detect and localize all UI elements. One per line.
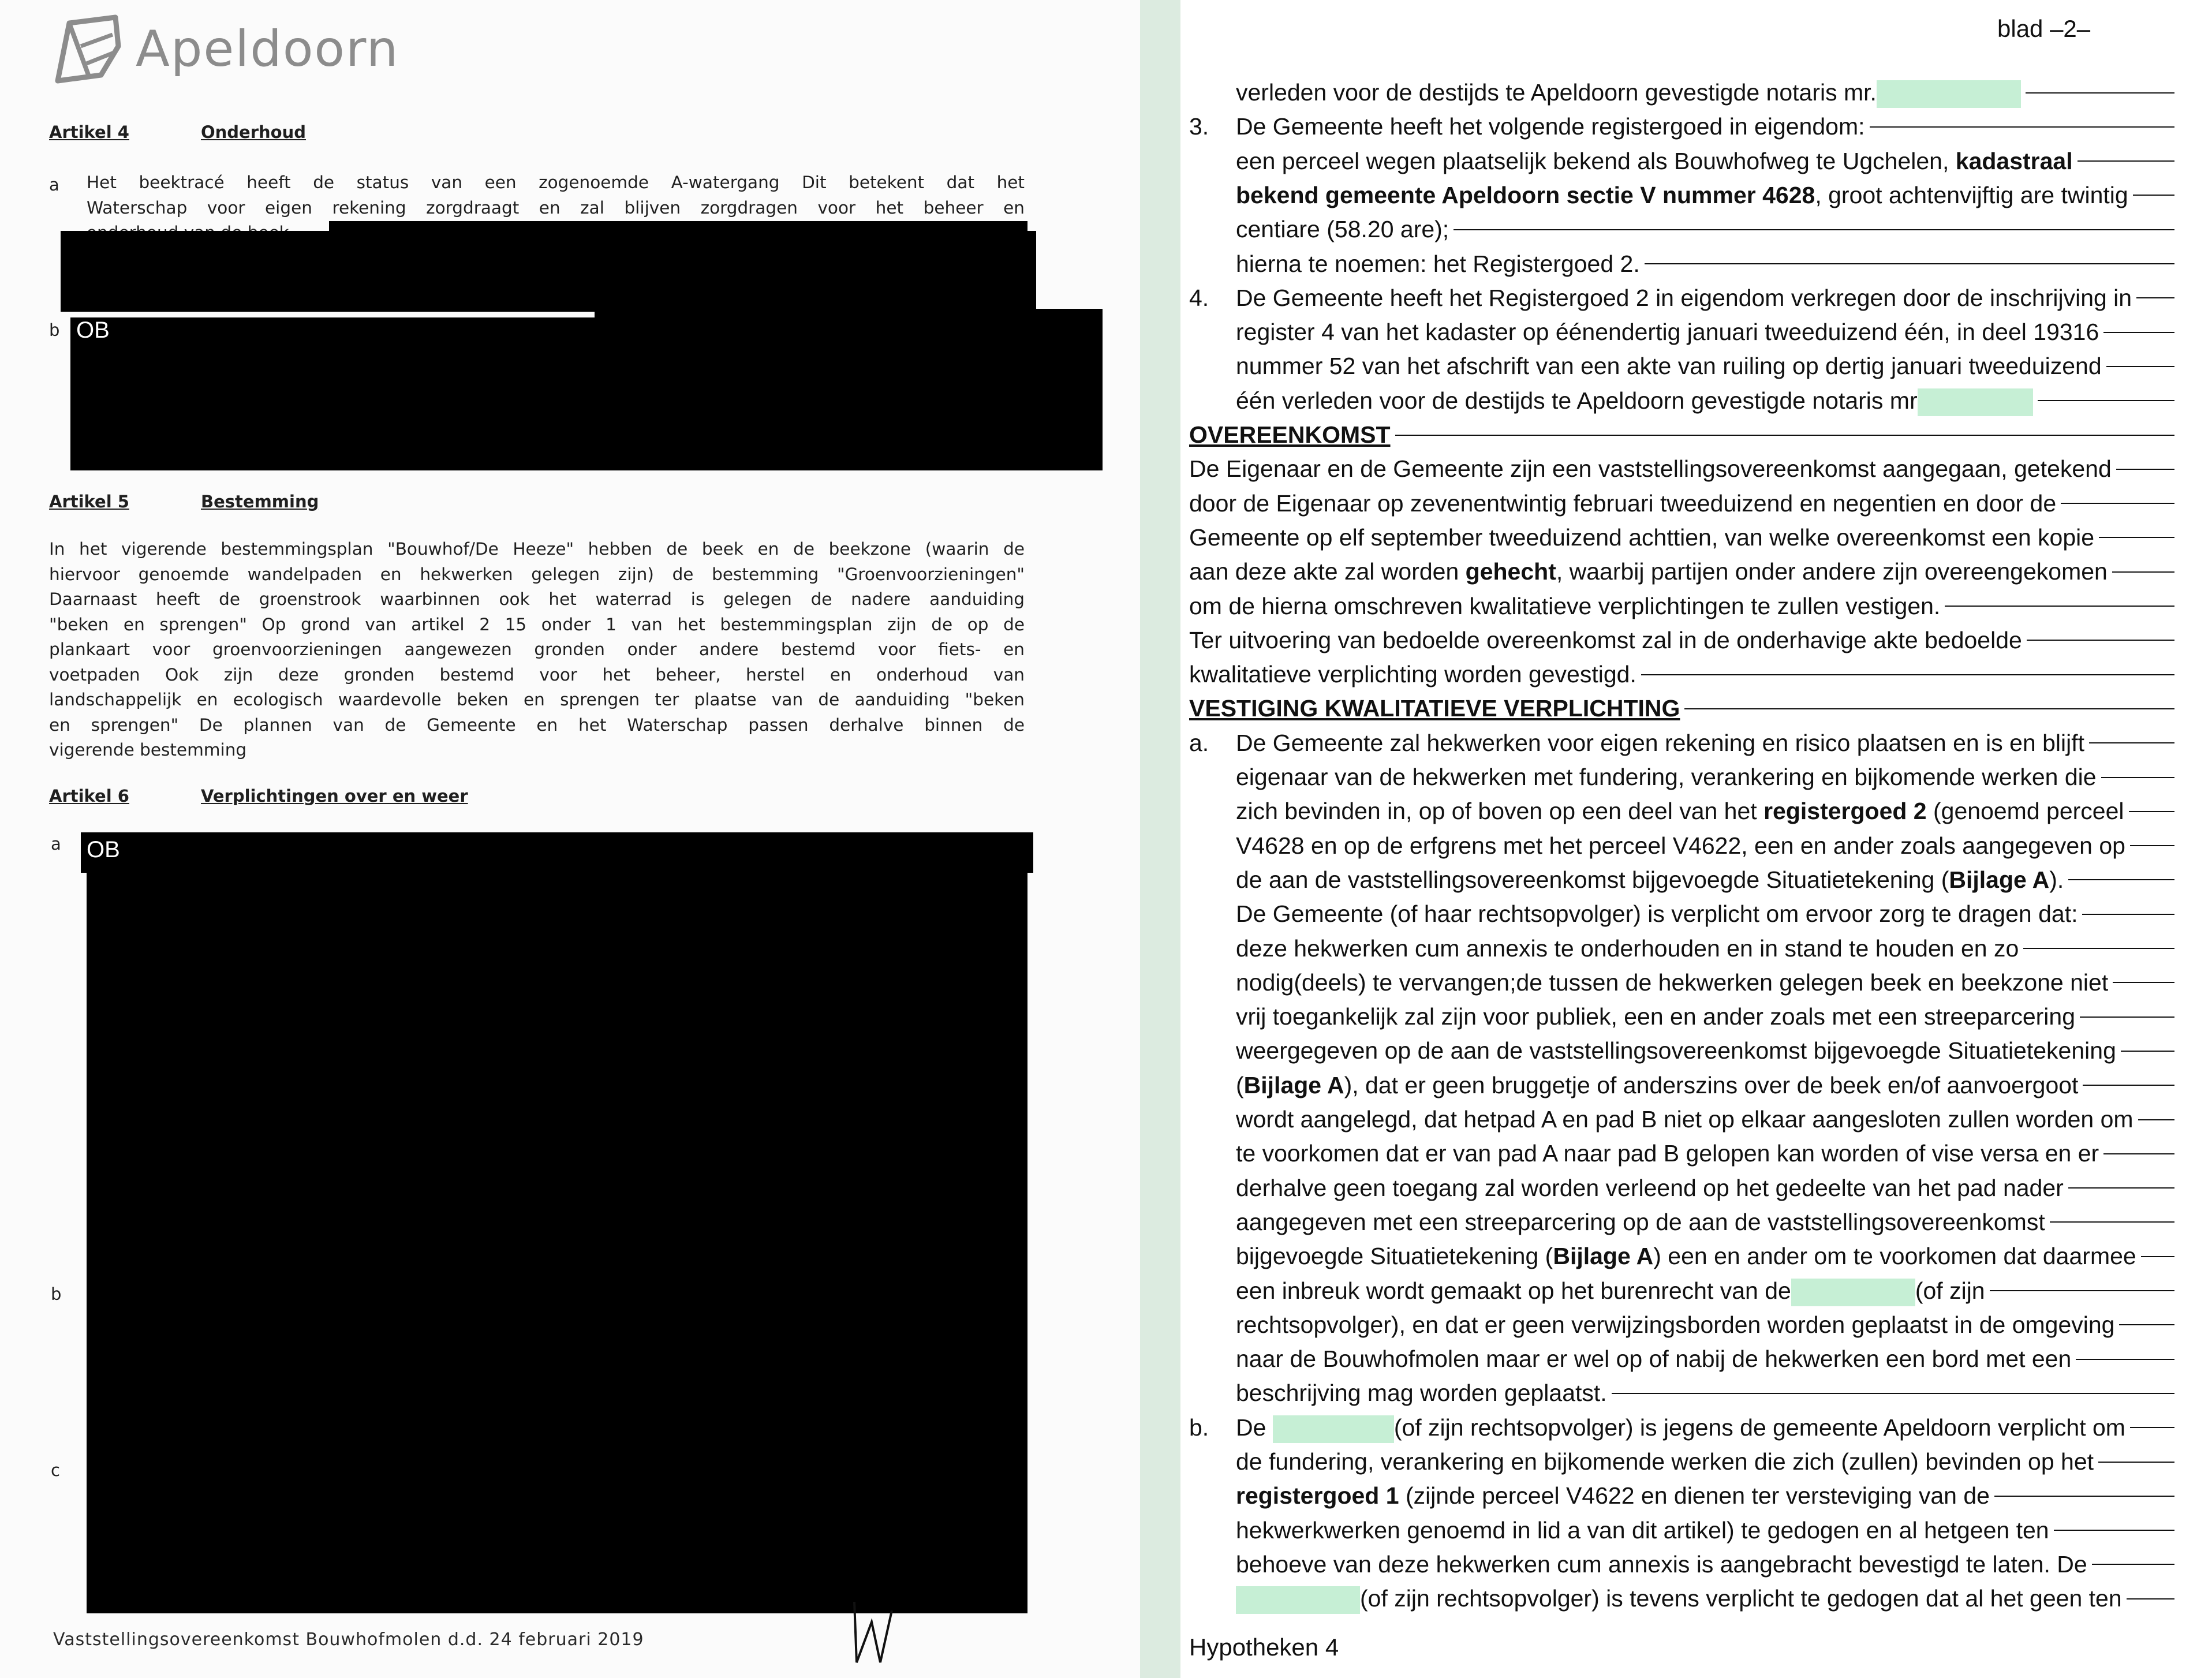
fill-dash-line [2076,1359,2174,1360]
text-segment: (zijnde perceel V4622 en dienen ter versteviging van de [1399,1482,1990,1509]
fill-dash-line [2078,160,2174,162]
deed-line [1236,863,2174,897]
article-5-paragraph [49,537,1025,763]
deed-line [1236,1582,2174,1616]
deed-line [1236,1376,2174,1410]
deed-line-text [1236,315,2099,349]
deed-line [1189,726,2174,760]
deed-line-text [1236,281,2132,315]
fill-dash-line [2026,92,2174,94]
text-segment: centiare (58.20 are); [1236,216,1449,243]
deed-line [1236,247,2174,281]
text-segment: rechtsopvolger), en dat er geen verwijzingsborden worden geplaatst in de omgeving [1236,1311,2115,1338]
deed-line-text [1236,932,2019,966]
text-segment: hierna te noemen: het Registergoed 2. [1236,250,1640,277]
deed-line [1189,589,2174,623]
article-4-letter-b: b [49,320,60,340]
deed-line [1236,1445,2174,1479]
fill-dash-line [2038,400,2174,401]
fill-dash-line [1612,1393,2174,1394]
deed-line-text [1236,1137,2099,1171]
text-segment: ( [1236,1071,1244,1098]
fill-dash-line [1684,708,2174,709]
anonymized-name-mask [1273,1415,1394,1443]
article-5-line: en sprengen" De plannen van de Gemeente en het Waterschap passen derhalve binnen de [49,715,1025,735]
text-segment: De Gemeente heeft het Registergoed 2 in eigendom verkregen door de inschrijving in [1236,284,2132,311]
deed-line [1236,966,2174,1000]
logo-wordmark: Apeldoorn [136,20,399,78]
article-5-line: voetpaden Ook zijn deze gronden bestemd voor het beheer, herstel en onderhoud van [49,664,1025,685]
deed-line-text [1236,897,2078,931]
deed-line [1236,1342,2174,1376]
deed-line [1236,384,2174,418]
fill-dash-line [1870,126,2174,128]
article-5-line: In het vigerende bestemmingsplan "Bouwhof/De Heeze" hebben de beek en de beekzone (waarin de [49,539,1025,559]
text-segment: de fundering, verankering en bijkomende werken die zich (zullen) bevinden op het [1236,1448,2094,1475]
deed-line [1236,1274,2174,1308]
text-segment: (of zijn rechtsopvolger) is tevens verplicht te gedogen dat al het geen ten [1360,1585,2122,1612]
deed-line-text [1236,1000,2075,1034]
deed-line [1236,1205,2174,1239]
text-segment: zich bevinden in, op of boven op een deel van het [1236,798,1764,825]
text-segment: ), dat er geen bruggetje of anderszins over de beek en/of aanvoergoot [1344,1071,2079,1098]
fill-dash-line [2116,469,2174,470]
fill-dash-line [2099,537,2174,538]
fill-dash-line [2113,982,2174,983]
article-6-number: Artikel 6 [49,786,129,806]
deed-line [1236,212,2174,246]
fill-dash-line [2103,332,2174,333]
fill-dash-line [2023,948,2174,949]
fill-dash-line [2050,1221,2174,1223]
text-segment: een perceel wegen plaatselijk bekend als Bouwhofweg te Ugchelen, [1236,147,1956,174]
section-heading: VESTIGING KWALITATIEVE VERPLICHTING [1189,695,1680,722]
article-4-letter-a: a [49,175,59,195]
redaction-label: OB [87,837,120,862]
deed-line [1189,692,2174,726]
deed-line-text [1236,863,2064,897]
text-segment: ) een en ander om te voorkomen dat daarmee [1653,1243,2136,1270]
fill-dash-line [2133,195,2174,196]
deed-line [1236,315,2174,349]
text-segment: deze hekwerken cum annexis te onderhouden en in stand te houden en zo [1236,935,2019,962]
deed-line [1189,521,2174,555]
deed-line-text [1236,1445,2094,1479]
article-4-title: Onderhoud [201,122,307,142]
text-segment: aangegeven met een streeparcering op de aan de vaststellingsovereenkomst [1236,1208,2045,1235]
deed-line-text [1236,1411,2125,1445]
text-segment: verleden voor de destijds te Apeldoorn gevestigde notaris mr. [1236,79,1877,106]
fill-dash-line [2089,742,2174,743]
article-5-line: plankaart voor groenvoorzieningen aangewezen gronden onder andere bestemd voor fiets- en [49,640,1025,659]
redaction-block [61,231,1036,312]
deed-line [1189,110,2174,144]
fill-dash-line [2054,1530,2174,1531]
deed-line [1236,1548,2174,1582]
text-segment: aan deze akte zal worden [1189,558,1466,585]
redaction-block [81,832,1033,873]
fill-dash-line [2119,1324,2174,1325]
deed-line-text [1236,349,2102,383]
deed-line-text [1236,1342,2071,1376]
deed-line-text [1236,966,2108,1000]
deed-line [1189,623,2174,657]
fill-dash-line [2130,1427,2174,1428]
deed-line [1189,418,2174,452]
deed-line [1236,1034,2174,1068]
list-marker: a. [1189,729,1209,756]
deed-line-text [1189,452,2112,486]
deed-line [1236,1479,2174,1513]
anonymized-name-mask [1918,388,2033,416]
text-segment: door de Eigenaar op zevenentwintig februari tweeduizend en negentien en door de [1189,489,2057,517]
article-6-letter-a: a [51,834,61,854]
text-segment: nummer 52 van het afschrift van een akte van ruiling op dertig januari tweeduizend [1236,353,2102,380]
text-segment: , groot achtenvijftig are twintig [1815,181,2128,208]
deed-line [1236,1000,2174,1034]
text-segment: naar de Bouwhofmolen maar er wel op of nabij de hekwerken een bord met een [1236,1346,2072,1373]
apeldoorn-leaf-logo-icon [46,12,133,92]
anonymized-name-mask [1877,80,2021,108]
deed-page [1180,0,2212,1678]
fill-dash-line [2141,1256,2174,1257]
fill-dash-line [2138,1119,2174,1120]
deed-line-text [1236,829,2125,863]
deed-line-text [1189,418,1391,452]
text-segment: de aan de vaststellingsovereenkomst bijgevoegde Situatietekening ( [1236,866,1949,893]
text-segment: een inbreuk wordt gemaakt op het burenrecht van de [1236,1277,1791,1304]
anonymized-name-mask [1791,1279,1915,1306]
fill-dash-line [2130,845,2174,846]
deed-line-text [1236,178,2128,212]
deed-line-text [1189,623,2022,657]
text-segment: weergegeven op de aan de vaststellingsovereenkomst bijgevoegde Situatietekening [1236,1037,2116,1064]
text-segment: Bijlage A [1553,1243,1654,1270]
deed-line [1236,897,2174,931]
text-segment: om de hierna omschreven kwalitatieve verplichtingen te zullen vestigen. [1189,592,1941,619]
article-5-line: vigerende bestemming [49,740,247,760]
deed-line-text [1236,1068,2078,1103]
fill-dash-line [2129,811,2175,812]
redaction-block [70,317,1103,470]
deed-line [1236,829,2174,863]
article-6-letter-c: c [51,1460,60,1480]
text-segment: (of zijn [1915,1277,1985,1304]
text-segment: bijgevoegde Situatietekening ( [1236,1243,1553,1270]
deed-line [1236,932,2174,966]
article-5-line: Daarnaast heeft de groenstrook waarbinnen ook het waterrad is gelegen de nadere aanduiding [49,589,1025,609]
fill-dash-line [1454,229,2174,230]
text-segment: gehecht [1465,558,1556,585]
deed-line [1236,1137,2174,1171]
text-segment: beschrijving mag worden geplaatst. [1236,1380,1607,1407]
text-segment: één verleden voor de destijds te Apeldoorn gevestigde notaris mr [1236,387,1918,414]
article-5-number: Artikel 5 [49,492,129,511]
deed-line-text [1236,76,2021,110]
section-heading: OVEREENKOMST [1189,421,1391,448]
deed-line-text [1236,1548,2087,1582]
deed-line-text [1189,555,2108,589]
deed-line [1236,1068,2174,1103]
right-page-footer: Hypotheken 4 [1189,1634,1339,1661]
list-marker: 3. [1189,113,1209,140]
deed-line-text [1189,521,2094,555]
article-4-number: Artikel 4 [49,122,129,142]
redaction-block [87,869,1027,1613]
text-segment: behoeve van deze hekwerken cum annexis is aangebracht bevestigd te laten. De [1236,1550,2087,1578]
fill-dash-line [2103,1153,2174,1154]
text-segment: hekwerkwerken genoemd in lid a van dit artikel) te gedogen en al hetgeen ten [1236,1516,2049,1544]
fill-dash-line [2082,914,2174,915]
deed-line-text [1236,384,2033,418]
fill-dash-line [1395,435,2174,436]
fill-dash-line [2080,1016,2174,1018]
text-segment: te voorkomen dat er van pad A naar pad B gelopen kan worden of vise versa en er [1236,1140,2099,1167]
redaction-label: OB [76,317,110,343]
text-segment: eigenaar van de hekwerken met fundering, verankering en bijkomende werken die [1236,764,2097,790]
fill-dash-line [2101,777,2174,778]
deed-line [1236,1513,2174,1548]
fill-dash-line [2098,1462,2174,1463]
deed-line-text [1236,212,1449,246]
fill-dash-line [2027,640,2174,641]
deed-line-text [1236,794,2124,828]
deed-line-text [1236,1239,2136,1273]
deed-line-text [1236,1274,1985,1308]
text-segment: kadastraal [1955,147,2073,174]
article-5-line: "beken en sprengen" Op grond van artikel 2 15 onder 1 van het bestemmingsplan zijn de op de [49,614,1025,634]
text-segment: kwalitatieve verplichting worden gevestigd. [1189,661,1636,688]
deed-line-text [1189,692,1680,726]
deed-line-text [1189,657,1636,692]
anonymized-name-mask [1236,1586,1360,1614]
page-divider [1140,0,1180,1678]
fill-dash-line [2121,1051,2174,1052]
deed-line-text [1236,1376,1607,1410]
fill-dash-line [2061,503,2174,504]
deed-line [1236,794,2174,828]
deed-line [1236,1308,2174,1342]
deed-line-text [1189,487,2056,521]
page-number-label: blad –2– [1997,15,2091,42]
text-segment: wordt aangelegd, dat hetpad A en pad B niet op elkaar aangesloten zullen worden om [1236,1106,2133,1133]
deed-line [1236,178,2174,212]
article-6-letter-b: b [51,1284,62,1304]
article-5-line: hiervoor genoemde wandelpaden en hekwerken gelegen zijn) de bestemming "Groenvoorzieningen" [49,564,1025,584]
deed-line [1189,452,2174,486]
deed-line [1236,1171,2174,1205]
fill-dash-line [1990,1290,2174,1291]
deed-line-text [1189,589,1940,623]
deed-line-text [1236,110,1865,144]
text-segment: De Gemeente (of haar rechtsopvolger) is verplicht om ervoor zorg te dragen dat: [1236,900,2078,928]
text-segment: bekend gemeente Apeldoorn sectie V nummer 4628 [1236,181,1815,208]
deed-line [1189,281,2174,315]
deed-line [1236,760,2174,794]
fill-dash-line [2106,366,2174,367]
article-5-line: landschappelijk en ecologisch waardevolle beken en sprengen ter plaatse van de aanduiding "beken [49,690,1025,709]
deed-line-text [1236,1308,2114,1342]
article-6-title: Verplichtingen over en weer [201,786,468,806]
fill-dash-line [1641,674,2174,675]
deed-line [1189,487,2174,521]
deed-line-text [1236,1034,2116,1068]
text-segment: De [1236,1414,1273,1441]
deed-line [1236,1239,2174,1273]
text-segment: (of zijn rechtsopvolger) is jegens de gemeente Apeldoorn verplicht om [1393,1414,2125,1441]
deed-line-text [1236,247,1640,281]
deed-line-text [1236,1171,2064,1205]
text-segment: , waarbij partijen onder andere zijn overeengekomen [1556,558,2108,585]
text-segment: De Gemeente zal hekwerken voor eigen rekening en risico plaatsen en is en blijft [1236,729,2084,756]
text-segment: vrij toegankelijk zal zijn voor publiek, een en ander zoals met een streeparcering [1236,1003,2076,1030]
text-segment: register 4 van het kadaster op éénendertig januari tweeduizend één, in deel 19316 [1236,319,2099,346]
deed-line-text [1236,1103,2133,1137]
article-5-title: Bestemming [201,492,319,511]
text-segment: derhalve geen toegang zal worden verleend op het gedeelte van het pad nader [1236,1174,2064,1201]
deed-line [1189,1411,2174,1445]
deed-line [1236,1103,2174,1137]
deed-line [1236,349,2174,383]
deed-line-text [1236,726,2084,760]
deed-line-text [1236,144,2073,178]
deed-line-text [1236,1205,2045,1239]
text-segment: ). [2049,866,2064,893]
fill-dash-line [1645,263,2174,264]
deed-line-text [1236,760,2097,794]
text-segment: Ter uitvoering van bedoelde overeenkomst zal in de onderhavige akte bedoelde [1189,626,2022,653]
text-segment: De Eigenaar en de Gemeente zijn een vaststellingsovereenkomst aangegaan, getekend [1189,455,2112,483]
text-segment: Bijlage A [1949,866,2050,893]
fill-dash-line [2136,297,2174,298]
fill-dash-line [2068,1187,2174,1189]
fill-dash-line [2083,1085,2174,1086]
text-segment: V4628 en op de erfgrens met het perceel V4622, een en ander zoals aangegeven op [1236,832,2125,859]
text-segment: Gemeente op elf september tweeduizend achttien, van welke overeenkomst een kopie [1189,524,2095,551]
article-4-a-line: Het beektracé heeft de status van een zogenoemde A-watergang Dit betekent dat het [87,173,1025,192]
deed-line-text [1236,1582,2122,1616]
handwritten-signature [849,1599,901,1668]
text-segment: registergoed 2 [1763,798,1927,825]
text-segment: nodig(deels) te vervangen;de tussen de hekwerken gelegen beek en beekzone niet [1236,969,2109,996]
list-marker: b. [1189,1414,1209,1441]
deed-line [1189,657,2174,692]
text-segment: De Gemeente heeft het volgende registergoed in eigendom: [1236,113,1865,140]
deed-line-text [1236,1479,1990,1513]
text-segment: registergoed 1 [1236,1482,1399,1509]
left-page-footer: Vaststellingsovereenkomst Bouwhofmolen d.d. 24 februari 2019 [53,1630,644,1650]
deed-line [1236,144,2174,178]
article-4-a-line: Waterschap voor eigen rekening zorgdraagt en zal blijven zorgdragen voor het beheer en [87,197,1025,218]
fill-dash-line [2127,1598,2174,1599]
fill-dash-line [1994,1496,2174,1497]
text-segment: Bijlage A [1243,1071,1344,1098]
deed-line-text [1236,1513,2049,1548]
deed-line [1236,76,2174,110]
fill-dash-line [2068,879,2174,880]
fill-dash-line [2092,1564,2174,1565]
list-marker: 4. [1189,284,1209,311]
deed-line [1189,555,2174,589]
fill-dash-line [1945,606,2174,607]
text-segment: (genoemd perceel [1926,798,2124,825]
fill-dash-line [2112,571,2174,573]
